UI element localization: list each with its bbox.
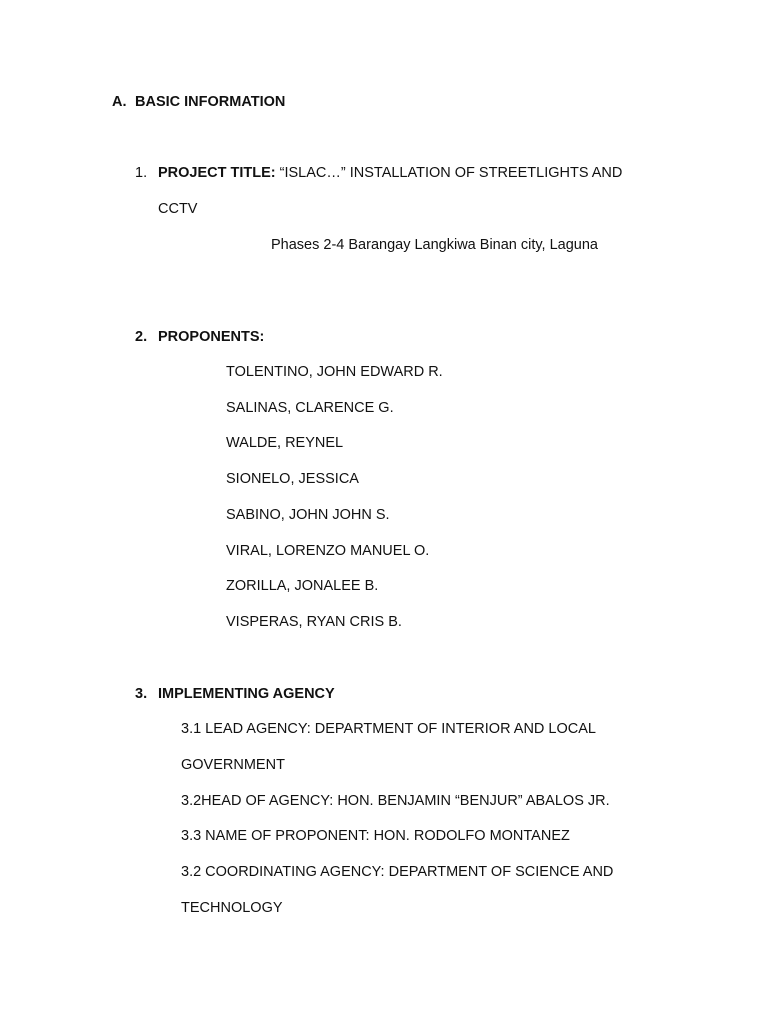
project-subtitle: Phases 2-4 Barangay Langkiwa Binan city, Laguna (271, 237, 599, 253)
proponents-heading (135, 328, 264, 346)
item2-number: 2. (135, 329, 148, 345)
agency-line: 3.2 COORDINATING AGENCY: DEPARTMENT OF SCIENCE AND (181, 864, 614, 880)
agency-line: 3.3 NAME OF PROPONENT: HON. RODOLFO MONTANEZ (181, 828, 570, 844)
proponent-name: VIRAL, LORENZO MANUEL O. (226, 543, 430, 559)
implementing-agency-label: IMPLEMENTING AGENCY (158, 686, 335, 702)
agency-line: GOVERNMENT (181, 757, 285, 773)
proponent-name: VISPERAS, RYAN CRIS B. (226, 614, 402, 630)
section-heading (112, 93, 285, 111)
proponent-name: WALDE, REYNEL (226, 435, 344, 451)
agency-line: 3.2HEAD OF AGENCY: HON. BENJAMIN “BENJUR” ABALOS JR. (181, 793, 610, 809)
proponent-name: SIONELO, JESSICA (226, 471, 359, 487)
project-title-continuation: CCTV (158, 201, 198, 217)
proponent-name: TOLENTINO, JOHN EDWARD R. (226, 364, 443, 380)
proponents-label: PROPONENTS: (158, 329, 265, 345)
item1-number: 1. (135, 165, 148, 181)
item3-number: 3. (135, 686, 148, 702)
project-title-line (135, 164, 622, 182)
section-title: BASIC INFORMATION (135, 94, 286, 110)
proponent-name: SABINO, JOHN JOHN S. (226, 507, 390, 523)
project-title-text: “ISLAC…” INSTALLATION OF STREETLIGHTS AND (279, 165, 623, 181)
agency-line: 3.1 LEAD AGENCY: DEPARTMENT OF INTERIOR AND LOCAL (181, 721, 596, 737)
project-title-label: PROJECT TITLE: (158, 165, 276, 181)
agency-line: TECHNOLOGY (181, 900, 283, 916)
implementing-agency-heading (135, 685, 335, 703)
proponent-name: SALINAS, CLARENCE G. (226, 400, 394, 416)
proponent-name: ZORILLA, JONALEE B. (226, 578, 379, 594)
section-letter: A. (112, 94, 127, 110)
